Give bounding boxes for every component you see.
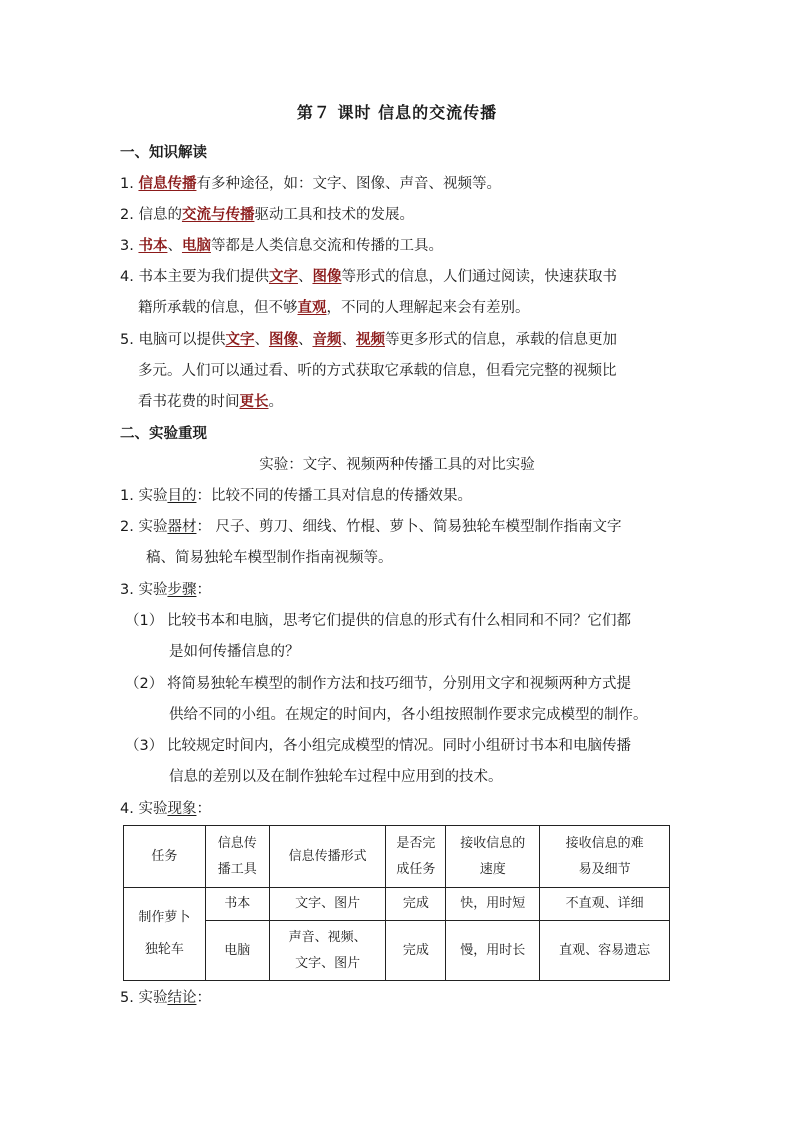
step-2-cont: 供给不同的小组。在规定的时间内，各小组按照制作要求完成模型的制作。 — [169, 707, 648, 723]
experiment-item-2-cont: 稿、简易独轮车模型制作指南视频等。 — [146, 550, 393, 566]
underlined-term: 现象 — [167, 801, 197, 817]
key-term: 视频 — [355, 332, 385, 348]
item-text: 、 — [254, 332, 269, 348]
table-header-cell: 接收信息的 速度 — [446, 826, 540, 888]
step-text: 比较书本和电脑，思考它们提供的信息的形式有什么相同和不同？它们都 — [167, 613, 631, 629]
table-header-cell: 接收信息的难 易及细节 — [540, 826, 670, 888]
item-text: 等都是人类信息交流和传播的工具。 — [210, 238, 443, 254]
item-text: 看书花费的时间 — [138, 394, 240, 410]
step-1 — [125, 611, 631, 631]
experiment-item-3 — [120, 580, 211, 600]
item-text: 、 — [167, 238, 182, 254]
table-header-cell: 任务 — [124, 826, 206, 888]
knowledge-item-4-cont — [138, 298, 530, 318]
key-term: 交流与传播 — [181, 207, 255, 223]
knowledge-item-2 — [120, 205, 414, 225]
table-cell: 文字、图片 — [269, 888, 386, 921]
key-term: 直观 — [297, 300, 327, 316]
item-number: 5. — [120, 332, 134, 348]
section-heading-experiment: 二、实验重现 — [120, 426, 207, 442]
table-header-cell: 是否完 成任务 — [386, 826, 446, 888]
item-text: 、 — [297, 332, 313, 348]
table-cell: 电脑 — [205, 921, 269, 981]
underlined-term: 结论 — [167, 990, 197, 1006]
key-term: 文字 — [225, 332, 255, 348]
step-text: 比较规定时间内，各小组完成模型的情况。同时小组研讨书本和电脑传播 — [167, 738, 631, 754]
table-cell: 慢，用时长 — [446, 921, 540, 981]
item-text: ： 尺子、剪刀、细线、竹棍、萝卜、简易独轮车模型制作指南文字 — [196, 519, 622, 535]
underlined-term: 目的 — [167, 488, 197, 504]
item-number: 3. — [120, 582, 134, 598]
item-text: ： — [196, 582, 211, 598]
item-number: 2. — [120, 207, 134, 223]
knowledge-item-5-cont: 多元。人们可以通过看、听的方式获取它承载的信息，但看完完整的视频比 — [138, 363, 617, 379]
item-text: 等更多形式的信息，承载的信息更加 — [384, 332, 617, 348]
item-text: 实验 — [138, 519, 168, 535]
step-2 — [125, 674, 631, 694]
item-text: ： — [196, 990, 211, 1006]
key-term: 音频 — [312, 332, 342, 348]
item-text: 有多种途径，如：文字、图像、声音、视频等。 — [196, 176, 501, 192]
item-text: 信息的 — [138, 207, 182, 223]
step-1-cont: 是如何传播信息的？ — [169, 644, 300, 660]
key-term: 书本 — [138, 238, 168, 254]
key-term: 电脑 — [181, 238, 211, 254]
table-header-row — [124, 826, 670, 888]
experiment-item-2 — [120, 517, 622, 537]
item-text: 等形式的信息，人们通过阅读，快速获取书 — [341, 269, 617, 285]
item-number: 3. — [120, 238, 134, 254]
item-number: 2. — [120, 519, 134, 535]
item-text: 。 — [268, 394, 283, 410]
item-text: 实验 — [138, 488, 168, 504]
table-cell: 直观、容易遗忘 — [540, 921, 670, 981]
table-header-cell: 信息传 播工具 — [205, 826, 269, 888]
item-text: 实验 — [138, 990, 168, 1006]
item-number: 4. — [120, 269, 134, 285]
step-number: （1） — [125, 613, 164, 629]
item-text: 电脑可以提供 — [138, 332, 226, 348]
table-cell: 声音、视频、 文字、图片 — [269, 921, 386, 981]
knowledge-item-4 — [120, 267, 617, 287]
step-text: 将简易独轮车模型的制作方法和技巧细节，分别用文字和视频两种方式提 — [167, 676, 631, 692]
item-text: 、 — [341, 332, 356, 348]
item-text: ： — [196, 801, 211, 817]
knowledge-item-1 — [120, 174, 501, 194]
task-cell: 制作萝卜 独轮车 — [124, 888, 206, 981]
item-text: 书本主要为我们提供 — [138, 269, 269, 285]
knowledge-item-5-cont — [138, 392, 283, 412]
section-heading-knowledge: 一、知识解读 — [120, 145, 207, 161]
item-text: 、 — [297, 269, 313, 285]
key-term: 更长 — [239, 394, 269, 410]
item-number: 4. — [120, 801, 134, 817]
page-title: 第７ 课时 信息的交流传播 — [296, 103, 498, 122]
key-term: 文字 — [268, 269, 298, 285]
item-text: ，不同的人理解起来会有差别。 — [326, 300, 530, 316]
experiment-title: 实验：文字、视频两种传播工具的对比实验 — [259, 457, 535, 473]
knowledge-item-3 — [120, 236, 443, 256]
key-term: 图像 — [312, 269, 342, 285]
underlined-term: 器材 — [167, 519, 197, 535]
step-3 — [125, 736, 631, 756]
experiment-item-4 — [120, 799, 211, 819]
table-cell: 书本 — [205, 888, 269, 921]
item-text: ：比较不同的传播工具对信息的传播效果。 — [196, 488, 472, 504]
results-table — [123, 825, 670, 981]
table-cell: 完成 — [386, 921, 446, 981]
step-number: （2） — [125, 676, 164, 692]
item-number: 1. — [120, 176, 134, 192]
item-text: 实验 — [138, 801, 168, 817]
experiment-item-5 — [120, 988, 211, 1008]
item-number: 5. — [120, 990, 134, 1006]
table-header-cell: 信息传播形式 — [269, 826, 386, 888]
table-cell: 不直观、详细 — [540, 888, 670, 921]
item-number: 1. — [120, 488, 134, 504]
key-term: 信息传播 — [138, 176, 197, 192]
item-text: 驱动工具和技术的发展。 — [254, 207, 414, 223]
step-number: （3） — [125, 738, 164, 754]
experiment-item-1 — [120, 486, 472, 506]
table-row — [124, 888, 670, 921]
item-text: 实验 — [138, 582, 168, 598]
knowledge-item-5 — [120, 330, 617, 350]
step-3-cont: 信息的差别以及在制作独轮车过程中应用到的技术。 — [169, 769, 503, 785]
underlined-term: 步骤 — [167, 582, 197, 598]
table-cell: 快，用时短 — [446, 888, 540, 921]
table-cell: 完成 — [386, 888, 446, 921]
item-text: 籍所承载的信息，但不够 — [138, 300, 298, 316]
table-row — [124, 921, 670, 981]
key-term: 图像 — [268, 332, 298, 348]
